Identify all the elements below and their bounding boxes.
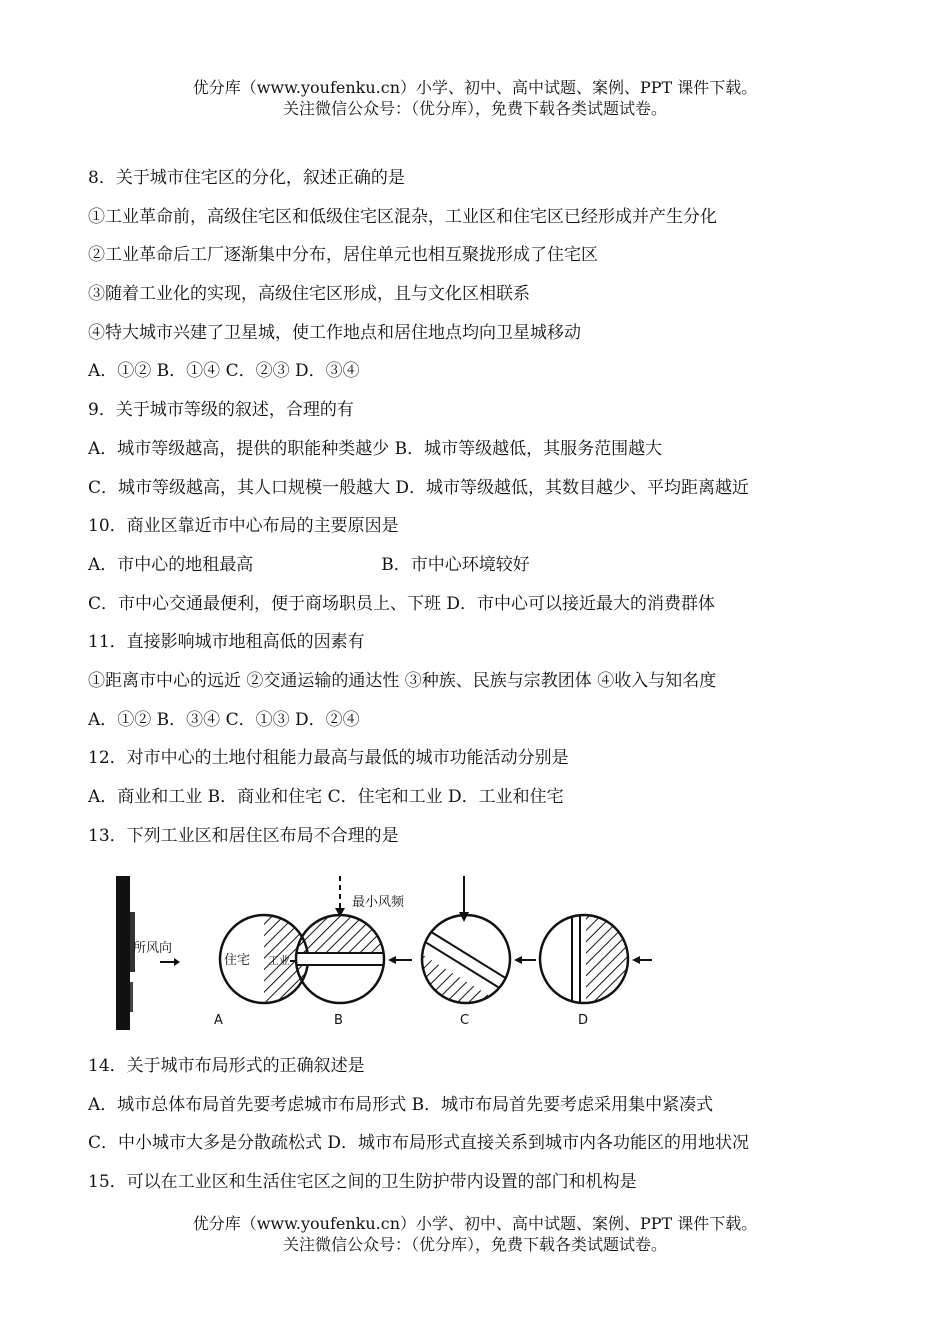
q12-stem: 12．对市中心的土地付租能力最高与最低的城市功能活动分别是 xyxy=(88,748,569,769)
page-header xyxy=(0,77,950,119)
footer-line-1: 优分库（www.youfenku.cn）小学、初中、高中试题、案例、PPT 课件下载。 xyxy=(192,1214,758,1233)
arrow-right-d xyxy=(632,956,652,964)
layout-label-a: A xyxy=(214,1013,223,1028)
q10-option-b: B．市中心环境较好 xyxy=(381,554,530,575)
header-line-1: 优分库（www.youfenku.cn）小学、初中、高中试题、案例、PPT 课件下载。 xyxy=(192,78,758,97)
wind-arrow xyxy=(160,958,180,966)
layout-label-d: D xyxy=(578,1013,589,1028)
layout-b xyxy=(296,915,384,1028)
q9-stem: 9．关于城市等级的叙述，合理的有 xyxy=(88,400,354,421)
q8-statement-2: ②工业革命后工厂逐渐集中分布，居住单元也相互聚拢形成了住宅区 xyxy=(88,245,598,266)
q14-stem: 14．关于城市布局形式的正确叙述是 xyxy=(88,1056,365,1076)
q10-options-ab xyxy=(88,551,918,590)
min-wind-arrow xyxy=(335,876,345,917)
question-list xyxy=(88,164,918,860)
q8-statement-3: ③随着工业化的实现，高级住宅区形成，且与文化区相联系 xyxy=(88,284,530,305)
q10-option-a: A．市中心的地租最高 xyxy=(88,554,254,575)
q13-stem: 13．下列工业区和居住区布局不合理的是 xyxy=(88,825,399,846)
zone-residential-label: 住宅 xyxy=(224,953,251,968)
layout-label-c: C xyxy=(460,1013,470,1028)
header-line-2: 关注微信公众号：（优分库），免费下载各类试题试卷。 xyxy=(282,99,667,118)
min-wind-label: 最小风频 xyxy=(352,895,405,910)
q8-options: A．①② B．①④ C．②③ D．③④ xyxy=(88,361,360,382)
q8-statement-4: ④特大城市兴建了卫星城，使工作地点和居住地点均向卫星城移动 xyxy=(88,322,581,343)
q11-stem: 11．直接影响城市地租高低的因素有 xyxy=(88,632,365,653)
q14-options-ab: A．城市总体布局首先要考虑城市布局形式 B．城市布局首先要考虑采用集中紧凑式 xyxy=(88,1094,714,1115)
q15-stem: 15．可以在工业区和生活住宅区之间的卫生防护带内设置的部门和机构是 xyxy=(88,1172,637,1193)
wind-direction-label: 所风向 xyxy=(133,941,173,956)
question-list-continued xyxy=(88,1052,918,1207)
q9-options-cd: C．城市等级越高，其人口规模一般越大 D．城市等级越低，其数目越少、平均距离越近 xyxy=(88,477,750,498)
layout-label-b: B xyxy=(334,1013,343,1028)
q11-options: A．①② B．③④ C．①③ D．②④ xyxy=(88,709,360,730)
q13-figure xyxy=(112,872,658,1036)
q11-items: ①距离市中心的远近 ②交通运输的通达性 ③种族、民族与宗教团体 ④收入与知名度 xyxy=(88,670,717,691)
q9-options-ab: A．城市等级越高，提供的职能种类越少 B．城市等级越低，其服务范围越大 xyxy=(88,438,663,459)
q8-stem: 8．关于城市住宅区的分化，叙述正确的是 xyxy=(88,168,405,188)
footer-line-2: 关注微信公众号：（优分库），免费下载各类试题试卷。 xyxy=(282,1235,667,1254)
page-footer xyxy=(0,1213,950,1255)
q8-statement-1: ①工业革命前，高级住宅区和低级住宅区混杂，工业区和住宅区已经形成并产生分化 xyxy=(88,206,717,227)
zone-industrial-label: 工业 xyxy=(268,954,290,967)
q10-options-cd: C．市中心交通最便利，便于商场职员上、下班 D．市中心可以接近最大的消费群体 xyxy=(88,593,716,614)
layout-c xyxy=(418,915,516,1028)
layout-d xyxy=(540,912,630,1028)
arrow-b-c xyxy=(388,956,412,964)
q12-options: A．商业和工业 B．商业和住宅 C．住宅和工业 D．工业和住宅 xyxy=(88,787,564,807)
arrow-c-d xyxy=(514,956,536,964)
q10-stem: 10．商业区靠近市中心布局的主要原因是 xyxy=(88,516,399,537)
q14-options-cd: C．中小城市大多是分散疏松式 D．城市布局形式直接关系到城市内各功能区的用地状况 xyxy=(88,1133,750,1154)
